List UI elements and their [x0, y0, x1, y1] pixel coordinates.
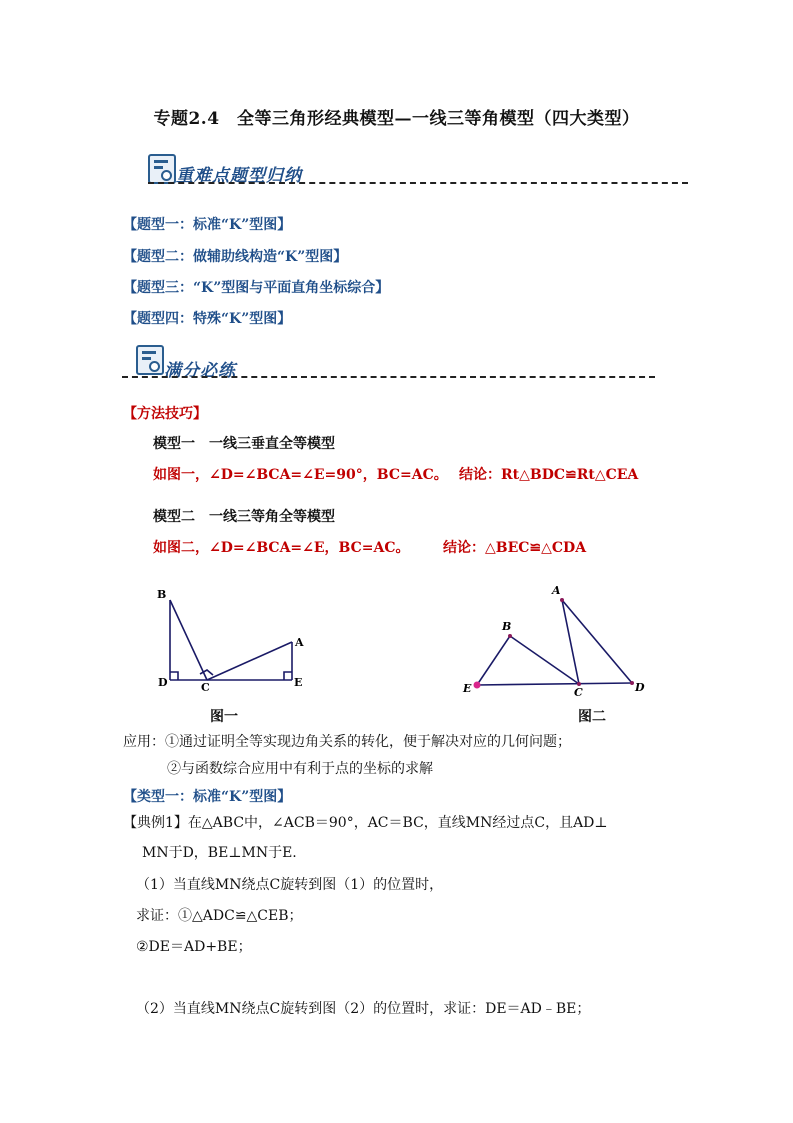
- figure-1-caption: 图一: [210, 709, 238, 725]
- model-1-title: 模型一 一线三垂直全等模型: [153, 436, 335, 452]
- section-divider: [148, 182, 688, 184]
- example-proof-2: ②DE＝AD+BE；: [136, 939, 252, 955]
- model-1-condition: 如图一，∠D=∠BCA=∠E=90°，BC=AC。: [153, 467, 448, 483]
- fig1-label-b: B: [157, 588, 167, 601]
- fig1-label-e: E: [294, 676, 303, 689]
- application-line-1: 应用：①通过证明全等实现边角关系的转化，便于解决对应的几何问题；: [123, 734, 571, 750]
- section-heading-practice: 满分必练: [164, 361, 236, 381]
- fig2-point-b: [508, 634, 512, 638]
- figure-2-diagram: [455, 580, 655, 700]
- fig2-label-d: D: [635, 681, 645, 694]
- type-item-2: 【题型二：做辅助线构造“K”型图】: [123, 249, 348, 265]
- fig2-label-a: A: [552, 584, 561, 597]
- example-question-2: （2）当直线MN绕点C旋转到图（2）的位置时，求证：DE＝AD﹣BE；: [136, 1001, 591, 1017]
- type-item-4: 【题型四：特殊“K”型图】: [123, 311, 292, 327]
- type-item-3: 【题型三：“K”型图与平面直角坐标综合】: [123, 280, 390, 296]
- example-line-2: MN于D，BE⊥MN于E.: [142, 845, 297, 861]
- fig2-point-e: [474, 682, 481, 689]
- example-proof-1: 求证：①△ADC≌△CEB；: [136, 908, 303, 924]
- model-1-conclusion: 结论：Rt△BDC≌Rt△CEA: [459, 467, 639, 483]
- fig2-point-d: [630, 681, 634, 685]
- document-icon: [136, 345, 164, 375]
- page-title: 专题2.4 全等三角形经典模型—一线三等角模型（四大类型）: [153, 109, 640, 129]
- application-line-2: ②与函数综合应用中有利于点的坐标的求解: [167, 761, 433, 777]
- fig1-label-d: D: [158, 676, 168, 689]
- document-icon: [148, 154, 176, 184]
- fig1-label-c: C: [201, 681, 210, 694]
- model-2-conclusion: 结论：△BEC≌△CDA: [443, 540, 587, 556]
- example-question-1: （1）当直线MN绕点C旋转到图（1）的位置时，: [136, 877, 444, 893]
- fig2-label-e: E: [463, 682, 472, 695]
- figure-2-caption: 图二: [578, 709, 606, 725]
- section-divider: [122, 376, 655, 378]
- model-2-condition: 如图二，∠D=∠BCA=∠E，BC=AC。: [153, 540, 410, 556]
- section-heading-key-types: 重难点题型归纳: [176, 166, 302, 186]
- example-line-1: 【典例1】在△ABC中，∠ACB＝90°，AC＝BC，直线MN经过点C，且AD⊥: [123, 815, 608, 831]
- method-heading: 【方法技巧】: [123, 406, 207, 422]
- fig2-label-b: B: [502, 620, 512, 633]
- fig1-label-a: A: [295, 636, 304, 649]
- fig2-label-c: C: [574, 686, 583, 699]
- model-2-title: 模型二 一线三等角全等模型: [153, 509, 335, 525]
- figure-1-diagram: [150, 580, 320, 695]
- fig2-point-a: [560, 598, 564, 602]
- type-1-heading: 【类型一：标准“K”型图】: [123, 789, 292, 805]
- type-item-1: 【题型一：标准“K”型图】: [123, 217, 292, 233]
